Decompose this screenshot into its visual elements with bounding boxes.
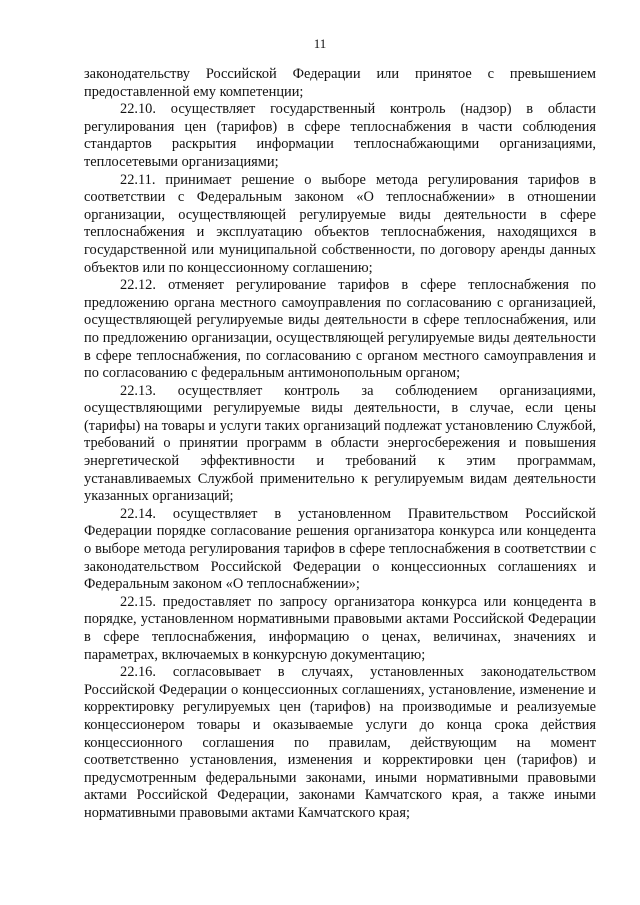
paragraph-22-16: 22.16. согласовывает в случаях, установленных законодательством Российской Федерации о концессионных соглашениях, установление, изменение и корректировку регулируемых цен (тарифов) на производимые и реализуемые концессионером товары и оказываемые услуги до конца срока действия концессионного соглашения по правилам, действующим на момент соответственно установления, изменения и корректировки цен (тарифов) и предусмотренным федеральными законами, иными нормативными правовыми актами Российской Федерации, законами Камчатского края, а также иными нормативными правовыми актами Камчатского края;	[84, 664, 596, 821]
page-number: 11	[313, 36, 327, 51]
document-body	[84, 66, 596, 823]
paragraph-continuation: законодательству Российской Федерации или принятое с превышением предоставленной ему компетенции;	[84, 66, 596, 100]
paragraph-22-12: 22.12. отменяет регулирование тарифов в сфере теплоснабжения по предложению органа местного самоуправления по согласованию с организацией, осуществляющей регулируемые виды деятельности в сфере теплоснабжения, или по предложению организации, осуществляющей регулируемые виды деятельности в сфере теплоснабжения, по согласованию с органом местного самоуправления и по согласованию с федеральным антимонопольным органом;	[84, 277, 596, 382]
paragraph-22-15: 22.15. предоставляет по запросу организатора конкурса или концедента в порядке, установленном нормативными правовыми актами Российской Федерации в сфере теплоснабжения, информацию о ценах, величинах, значениях и параметрах, включаемых в конкурсную документацию;	[84, 593, 596, 663]
paragraph-22-13: 22.13. осуществляет контроль за соблюдением организациями, осуществляющими регулируемые виды деятельности, в случае, если цены (тарифы) на товары и услуги таких организаций подлежат установлению Службой, требований о принятии программ в области энергосбережения и повышения энергетической эффективности и требований к этим программам, устанавливаемых Службой применительно к регулируемым видам деятельности указанных организаций;	[84, 382, 596, 505]
paragraph-22-10: 22.10. осуществляет государственный контроль (надзор) в области регулирования цен (тарифов) в сфере теплоснабжения в части соблюдения стандартов раскрытия информации теплоснабжающими организациями, теплосетевыми организациями;	[84, 101, 596, 170]
paragraph-22-11: 22.11. принимает решение о выборе метода регулирования тарифов в соответствии с Федеральным законом «О теплоснабжении» в отношении организации, осуществляющей регулируемые виды деятельности в сфере теплоснабжения и эксплуатацию объектов теплоснабжения, находящихся в государственной или муниципальной собственности, по договору аренды данных объектов или по концессионному соглашению;	[84, 171, 596, 276]
paragraph-22-14: 22.14. осуществляет в установленном Правительством Российской Федерации порядке согласование решения организатора конкурса или концедента о выборе метода регулирования тарифов в сфере теплоснабжения в соответствии с законодательством Российской Федерации о концессионных соглашениях и Федеральным законом «О теплоснабжении»;	[84, 505, 596, 593]
